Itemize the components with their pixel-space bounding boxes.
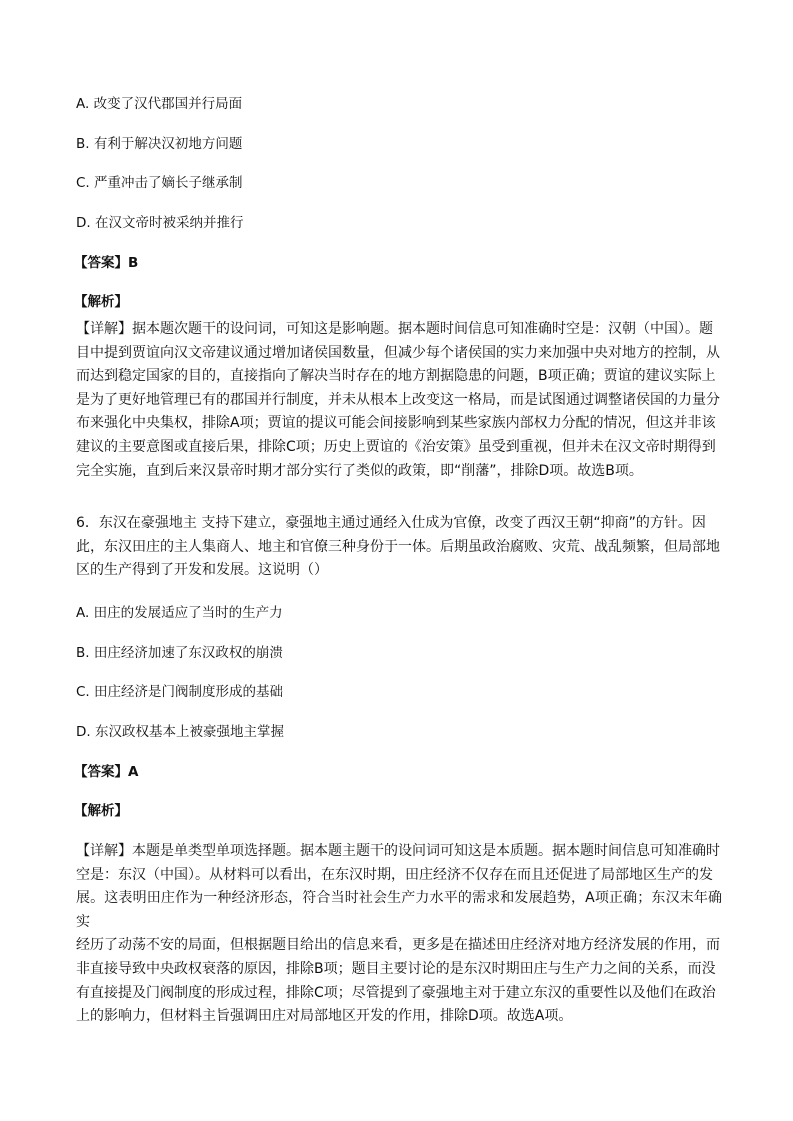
q6-option-a: A. 田庄的发展适应了当时的生产力 bbox=[76, 605, 283, 621]
q5-analysis-label: 【解析】 bbox=[74, 294, 128, 310]
q6-detail bbox=[76, 840, 722, 1029]
q6-option-d: D. 东汉政权基本上被豪强地主掌握 bbox=[76, 724, 284, 740]
q6-detail-line: 有直接提及门阀制度的形成过程，排除C项；尽管提到了豪强地主对于建立东汉的重要性以及他们在政治 bbox=[76, 984, 716, 1001]
q6-detail-line: 上的影响力，但材料主旨强调田庄对局部地区开发的作用，排除D项。故选A项。 bbox=[76, 1008, 573, 1025]
q6-detail-line: 经历了动荡不安的局面，但根据题目给出的信息来看，更多是在描述田庄经济对地方经济发展的作用，而 bbox=[76, 937, 720, 954]
q6-stem-line: 6．东汉在豪强地主 支持下建立，豪强地主通过通经入仕成为官僚，改变了西汉王朝“抑商”的方针。因 bbox=[76, 515, 706, 531]
q5-detail-line: 是为了更好地管理已有的郡国并行制度，并未从根本上改变这一格局，而是试图通过调整诸侯国的力量分 bbox=[76, 391, 720, 408]
q6-answer: 【答案】A bbox=[74, 764, 139, 780]
q6-detail-line: 展。这表明田庄作为一种经济形态，符合当时社会生产力水平的需求和发展趋势，A项正确；东汉末年确实 bbox=[76, 890, 722, 930]
q5-detail-line: 建议的主要意图或直接后果，排除C项；历史上贾谊的《治安策》虽受到重视，但并未在汉文帝时期得到 bbox=[76, 438, 716, 455]
q5-detail-line: 目中提到贾谊向汉文帝建议通过增加诸侯国数量，但减少每个诸侯国的实力来加强中央对地方的控制，从 bbox=[76, 344, 720, 361]
q6-stem-line: 区的生产得到了开发和发展。这说明（） bbox=[76, 562, 328, 579]
q6-stem-line: 此，东汉田庄的主人集商人、地主和官僚三种身份于一体。后期虽政治腐败、灾荒、战乱频繁，但局部地 bbox=[76, 538, 720, 555]
q5-detail bbox=[76, 318, 722, 483]
q6-detail-line: 空是：东汉（中国）。从材料可以看出，在东汉时期，田庄经济不仅存在而且还促进了局部地区生产的发 bbox=[76, 866, 713, 883]
q5-answer: 【答案】B bbox=[74, 255, 139, 271]
q5-detail-line: 布来强化中央集权，排除A项；贾谊的提议可能会间接影响到某些家族内部权力分配的情况，但这并非该 bbox=[76, 415, 716, 432]
q6-detail-line: 【详解】本题是单类型单项选择题。据本题主题干的设问词可知这是本质题。据本题时间信息可知准确时 bbox=[76, 843, 720, 859]
q6-detail-line: 非直接导致中央政权衰落的原因，排除B项；题目主要讨论的是东汉时期田庄与生产力之间的关系，而没 bbox=[76, 960, 716, 977]
q6-option-b: B. 田庄经济加速了东汉政权的崩溃 bbox=[76, 645, 283, 661]
q5-detail-line: 【详解】据本题次题干的设问词，可知这是影响题。据本题时间信息可知准确时空是：汉朝（中国）。题 bbox=[76, 321, 713, 337]
q5-option-d: D. 在汉文帝时被采纳并推行 bbox=[76, 215, 244, 231]
q5-detail-line: 而达到稳定国家的目的，直接指向了解决当时存在的地方割据隐患的问题，B项正确；贾谊的建议实际上 bbox=[76, 368, 716, 385]
q6-stem bbox=[76, 512, 722, 583]
q5-option-a: A. 改变了汉代郡国并行局面 bbox=[76, 96, 243, 112]
q6-option-c: C. 田庄经济是门阀制度形成的基础 bbox=[76, 684, 284, 700]
q6-analysis-label: 【解析】 bbox=[74, 803, 128, 819]
q5-option-c: C. 严重冲击了嫡长子继承制 bbox=[76, 175, 243, 191]
q5-detail-line: 完全实施，直到后来汉景帝时期才部分实行了类似的政策，即“削藩”，排除D项。故选B项。 bbox=[76, 462, 643, 479]
q5-option-b: B. 有利于解决汉初地方问题 bbox=[76, 136, 243, 152]
